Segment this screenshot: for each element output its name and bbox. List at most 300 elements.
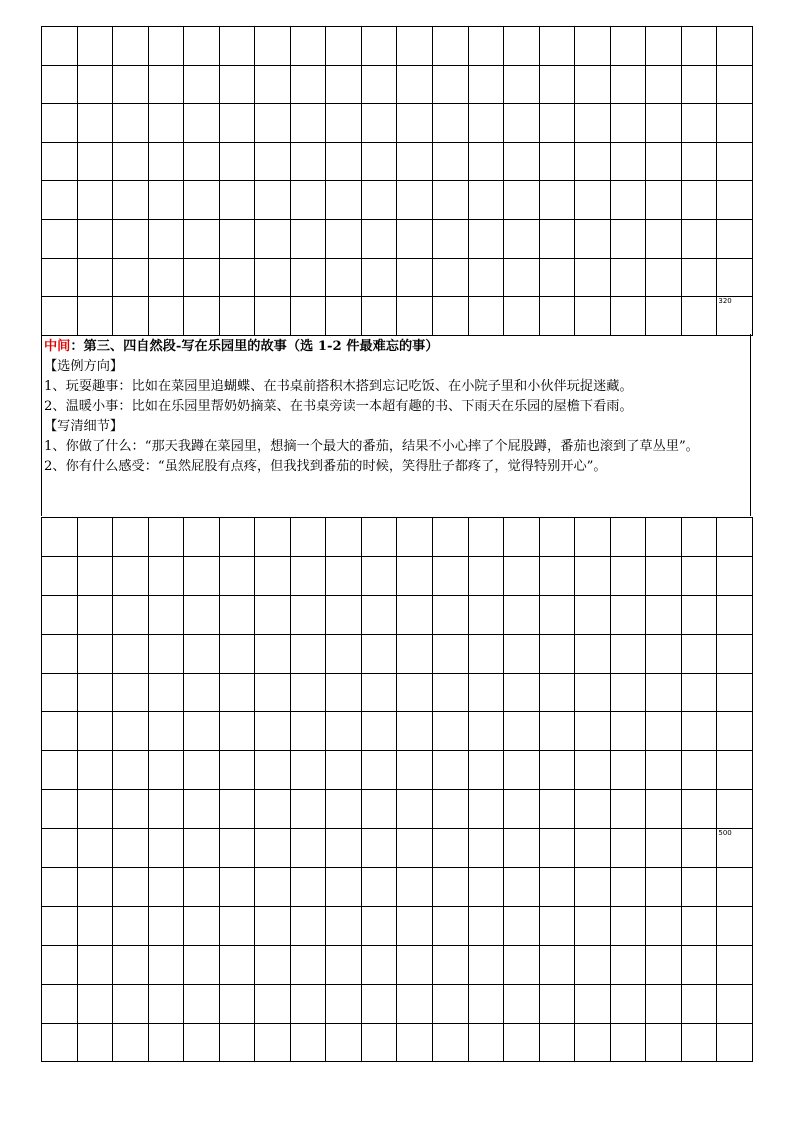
grid-cell	[361, 906, 397, 945]
grid-cell	[113, 142, 149, 181]
grid-cell	[148, 790, 184, 829]
grid-cell	[148, 27, 184, 66]
grid-cell	[433, 556, 469, 595]
grid-cell	[219, 219, 255, 258]
grid-cell	[361, 634, 397, 673]
grid-cell	[539, 984, 575, 1023]
grid-cell	[646, 142, 682, 181]
grid-cell	[646, 673, 682, 712]
grid-cell	[77, 712, 113, 751]
grid-row	[42, 634, 753, 673]
grid-cell	[77, 673, 113, 712]
grid-cell	[326, 297, 362, 336]
grid-cell	[717, 1023, 753, 1062]
grid-cell	[468, 142, 504, 181]
grid-cell	[326, 984, 362, 1023]
grid-row	[42, 751, 753, 790]
grid-cell	[326, 181, 362, 220]
grid-cell	[42, 65, 78, 104]
grid-cell	[504, 27, 540, 66]
grid-cell	[468, 297, 504, 336]
grid-cell	[468, 751, 504, 790]
grid-cell	[504, 258, 540, 297]
grid-cell	[290, 219, 326, 258]
grid-cell	[717, 790, 753, 829]
grid-cell	[610, 712, 646, 751]
grid-cell	[397, 65, 433, 104]
grid-cell	[113, 984, 149, 1023]
grid-cell	[681, 634, 717, 673]
grid-cell	[610, 945, 646, 984]
grid-cell	[42, 790, 78, 829]
grid-cell	[681, 181, 717, 220]
grid-cell	[361, 595, 397, 634]
grid-row	[42, 518, 753, 557]
grid-cell	[113, 595, 149, 634]
grid-cell	[397, 868, 433, 907]
grid-cell	[681, 945, 717, 984]
grid-cell	[575, 751, 611, 790]
grid-cell	[42, 1023, 78, 1062]
grid-cell	[397, 634, 433, 673]
grid-cell	[468, 868, 504, 907]
grid-cell	[290, 790, 326, 829]
grid-cell	[113, 673, 149, 712]
grid-cell	[290, 1023, 326, 1062]
grid-cell	[184, 219, 220, 258]
grid-cell	[681, 868, 717, 907]
grid-cell	[219, 595, 255, 634]
grid-cell	[433, 1023, 469, 1062]
grid-cell	[575, 868, 611, 907]
grid-cell	[219, 181, 255, 220]
grid-cell	[610, 673, 646, 712]
grid-cell	[219, 945, 255, 984]
grid-cell	[255, 906, 291, 945]
guide-label: 中间	[44, 339, 71, 354]
grid-cell	[255, 790, 291, 829]
grid-cell	[148, 181, 184, 220]
grid-cell	[433, 634, 469, 673]
grid-cell	[290, 595, 326, 634]
grid-cell	[610, 906, 646, 945]
grid-cell	[148, 595, 184, 634]
grid-cell	[148, 829, 184, 868]
grid-cell	[717, 556, 753, 595]
grid-row	[42, 142, 753, 181]
grid-cell	[504, 868, 540, 907]
grid-cell	[468, 181, 504, 220]
grid-cell	[646, 518, 682, 557]
grid-cell	[575, 181, 611, 220]
grid-cell	[42, 104, 78, 143]
grid-cell	[361, 27, 397, 66]
grid-cell	[575, 27, 611, 66]
grid-cell	[504, 595, 540, 634]
grid-cell	[255, 868, 291, 907]
grid-cell	[468, 104, 504, 143]
grid-row	[42, 65, 753, 104]
grid-cell	[397, 142, 433, 181]
grid-cell	[290, 906, 326, 945]
grid-cell	[504, 65, 540, 104]
grid-cell	[326, 906, 362, 945]
grid-cell	[361, 984, 397, 1023]
grid-cell	[681, 595, 717, 634]
grid-cell	[646, 712, 682, 751]
grid-cell	[290, 258, 326, 297]
grid-cell	[504, 829, 540, 868]
grid-cell	[77, 65, 113, 104]
grid-cell	[539, 27, 575, 66]
grid-cell	[681, 790, 717, 829]
grid-cell	[113, 297, 149, 336]
grid-cell	[681, 556, 717, 595]
grid-cell	[397, 945, 433, 984]
grid-cell	[539, 673, 575, 712]
grid-cell	[255, 142, 291, 181]
grid-cell	[468, 984, 504, 1023]
grid-cell	[326, 595, 362, 634]
grid-cell	[326, 1023, 362, 1062]
grid-cell	[681, 829, 717, 868]
grid-cell	[610, 142, 646, 181]
grid-row	[42, 556, 753, 595]
grid-cell	[42, 518, 78, 557]
grid-cell	[575, 634, 611, 673]
grid-row	[42, 258, 753, 297]
grid-cell	[681, 142, 717, 181]
grid-cell	[113, 219, 149, 258]
grid-cell	[219, 65, 255, 104]
grid-cell	[646, 790, 682, 829]
grid-cell	[361, 868, 397, 907]
grid-cell	[219, 142, 255, 181]
grid-cell	[397, 258, 433, 297]
grid-cell	[184, 906, 220, 945]
grid-cell	[397, 297, 433, 336]
grid-cell	[717, 673, 753, 712]
grid-cell	[468, 673, 504, 712]
grid-cell	[610, 634, 646, 673]
grid-row	[42, 1023, 753, 1062]
grid-cell	[717, 595, 753, 634]
grid-cell	[326, 673, 362, 712]
grid-cell	[148, 1023, 184, 1062]
grid-cell	[681, 673, 717, 712]
grid-cell	[504, 984, 540, 1023]
grid-cell	[184, 518, 220, 557]
grid-cell	[610, 790, 646, 829]
grid-cell	[113, 1023, 149, 1062]
grid-cell	[113, 258, 149, 297]
grid-row	[42, 673, 753, 712]
grid-cell	[326, 634, 362, 673]
grid-cell	[148, 297, 184, 336]
grid-cell	[575, 219, 611, 258]
grid-cell	[113, 945, 149, 984]
grid-cell	[717, 104, 753, 143]
grid-row	[42, 829, 753, 868]
grid-cell	[148, 712, 184, 751]
grid-cell	[42, 868, 78, 907]
grid-cell	[148, 518, 184, 557]
grid-cell	[77, 297, 113, 336]
grid-cell	[290, 984, 326, 1023]
grid-cell	[255, 556, 291, 595]
grid-cell	[219, 1023, 255, 1062]
grid-cell	[42, 984, 78, 1023]
grid-cell	[575, 595, 611, 634]
grid-cell	[468, 258, 504, 297]
grid-cell	[610, 27, 646, 66]
grid-cell	[468, 65, 504, 104]
grid-cell	[539, 258, 575, 297]
grid-cell	[646, 634, 682, 673]
grid-cell	[219, 104, 255, 143]
grid-cell	[42, 258, 78, 297]
grid-cell	[148, 258, 184, 297]
grid-cell	[468, 906, 504, 945]
grid-cell	[610, 65, 646, 104]
grid-cell	[433, 518, 469, 557]
grid-cell	[646, 556, 682, 595]
grid-cell	[433, 673, 469, 712]
grid-cell	[468, 1023, 504, 1062]
grid-cell	[290, 556, 326, 595]
grid-cell	[148, 945, 184, 984]
grid-cell	[184, 556, 220, 595]
grid-cell	[397, 556, 433, 595]
grid-cell	[610, 984, 646, 1023]
grid-cell	[504, 673, 540, 712]
grid-cell	[42, 673, 78, 712]
grid-cell	[113, 104, 149, 143]
grid-cell	[290, 868, 326, 907]
grid-cell	[290, 104, 326, 143]
grid-cell	[113, 906, 149, 945]
grid-cell	[433, 906, 469, 945]
grid-cell	[113, 868, 149, 907]
grid-cell	[326, 829, 362, 868]
grid-cell	[219, 556, 255, 595]
grid-cell	[575, 984, 611, 1023]
section-heading-examples: 【选例方向】	[44, 359, 124, 374]
grid-cell	[255, 518, 291, 557]
grid-cell	[504, 1023, 540, 1062]
grid-cell	[397, 518, 433, 557]
grid-cell	[717, 518, 753, 557]
grid-row	[42, 181, 753, 220]
grid-cell	[610, 518, 646, 557]
grid-cell	[326, 790, 362, 829]
grid-cell	[717, 829, 753, 868]
grid-cell	[148, 751, 184, 790]
grid-cell	[575, 673, 611, 712]
grid-cell	[717, 945, 753, 984]
grid-cell	[255, 181, 291, 220]
grid-row	[42, 104, 753, 143]
grid-cell	[681, 1023, 717, 1062]
grid-row	[42, 27, 753, 66]
grid-cell	[717, 297, 753, 336]
grid-cell	[397, 790, 433, 829]
grid-cell	[468, 219, 504, 258]
grid-cell	[468, 595, 504, 634]
grid-cell	[361, 1023, 397, 1062]
grid-cell	[717, 634, 753, 673]
grid-cell	[646, 297, 682, 336]
grid-cell	[255, 104, 291, 143]
grid-cell	[397, 906, 433, 945]
grid-cell	[148, 65, 184, 104]
grid-cell	[42, 829, 78, 868]
grid-cell	[326, 219, 362, 258]
grid-cell	[646, 906, 682, 945]
grid-cell	[326, 868, 362, 907]
grid-cell	[504, 219, 540, 258]
grid-cell	[42, 945, 78, 984]
grid-cell	[539, 906, 575, 945]
grid-cell	[504, 712, 540, 751]
grid-cell	[113, 634, 149, 673]
grid-cell	[326, 518, 362, 557]
grid-cell	[717, 712, 753, 751]
grid-cell	[255, 751, 291, 790]
grid-cell	[504, 751, 540, 790]
grid-cell	[113, 712, 149, 751]
grid-cell	[148, 142, 184, 181]
grid-cell	[219, 829, 255, 868]
grid-cell	[681, 906, 717, 945]
grid-cell	[397, 751, 433, 790]
grid-cell	[575, 556, 611, 595]
grid-cell	[77, 790, 113, 829]
grid-cell	[610, 258, 646, 297]
grid-cell	[148, 104, 184, 143]
grid-cell	[646, 984, 682, 1023]
grid-cell	[717, 65, 753, 104]
grid-cell	[433, 712, 469, 751]
grid-cell	[433, 751, 469, 790]
grid-cell	[717, 984, 753, 1023]
grid-cell	[290, 65, 326, 104]
grid-cell	[219, 297, 255, 336]
grid-cell	[433, 945, 469, 984]
grid-cell	[148, 634, 184, 673]
grid-cell	[646, 945, 682, 984]
grid-cell	[575, 945, 611, 984]
grid-cell	[575, 518, 611, 557]
grid-cell	[42, 27, 78, 66]
grid-cell	[433, 595, 469, 634]
grid-cell	[397, 1023, 433, 1062]
grid-cell	[148, 868, 184, 907]
grid-cell	[113, 790, 149, 829]
grid-cell	[326, 142, 362, 181]
grid-cell	[504, 790, 540, 829]
grid-cell	[42, 556, 78, 595]
grid-cell	[184, 712, 220, 751]
grid-cell	[290, 673, 326, 712]
grid-cell	[148, 219, 184, 258]
grid-cell	[255, 984, 291, 1023]
grid-cell	[646, 258, 682, 297]
grid-cell	[184, 595, 220, 634]
grid-row	[42, 984, 753, 1023]
grid-cell	[646, 829, 682, 868]
grid-cell	[610, 595, 646, 634]
grid-cell	[646, 219, 682, 258]
grid-cell	[681, 712, 717, 751]
grid-cell	[397, 219, 433, 258]
grid-cell	[504, 906, 540, 945]
grid-cell	[575, 258, 611, 297]
grid-cell	[468, 634, 504, 673]
grid-cell	[468, 945, 504, 984]
grid-cell	[575, 65, 611, 104]
grid-cell	[148, 906, 184, 945]
grid-cell	[681, 258, 717, 297]
grid-cell	[610, 219, 646, 258]
grid-cell	[290, 945, 326, 984]
grid-cell	[184, 751, 220, 790]
grid-cell	[219, 258, 255, 297]
grid-cell	[681, 219, 717, 258]
grid-cell	[646, 27, 682, 66]
grid-cell	[77, 518, 113, 557]
grid-cell	[326, 27, 362, 66]
grid-cell	[717, 751, 753, 790]
writing-guide	[41, 334, 751, 516]
grid-cell	[397, 104, 433, 143]
grid-cell	[113, 27, 149, 66]
grid-cell	[255, 945, 291, 984]
grid-cell	[219, 984, 255, 1023]
grid-cell	[148, 984, 184, 1023]
grid-cell	[717, 219, 753, 258]
grid-cell	[361, 65, 397, 104]
grid-cell	[184, 868, 220, 907]
grid-cell	[468, 712, 504, 751]
grid-cell	[184, 790, 220, 829]
grid-cell	[77, 984, 113, 1023]
grid-cell	[148, 556, 184, 595]
grid-cell	[361, 518, 397, 557]
grid-cell	[42, 297, 78, 336]
grid-cell	[290, 751, 326, 790]
grid-cell	[433, 258, 469, 297]
section-heading-details: 【写清细节】	[44, 419, 124, 434]
grid-cell	[610, 751, 646, 790]
grid-cell	[113, 829, 149, 868]
grid-cell	[539, 751, 575, 790]
grid-cell	[255, 258, 291, 297]
grid-cell	[468, 829, 504, 868]
grid-cell	[468, 27, 504, 66]
grid-cell	[610, 181, 646, 220]
grid-cell	[433, 65, 469, 104]
grid-cell	[539, 790, 575, 829]
grid-cell	[219, 712, 255, 751]
grid-cell	[397, 673, 433, 712]
grid-cell	[539, 142, 575, 181]
grid-cell	[77, 906, 113, 945]
grid-cell	[77, 27, 113, 66]
grid-cell	[681, 65, 717, 104]
grid-cell	[681, 27, 717, 66]
grid-cell	[539, 104, 575, 143]
